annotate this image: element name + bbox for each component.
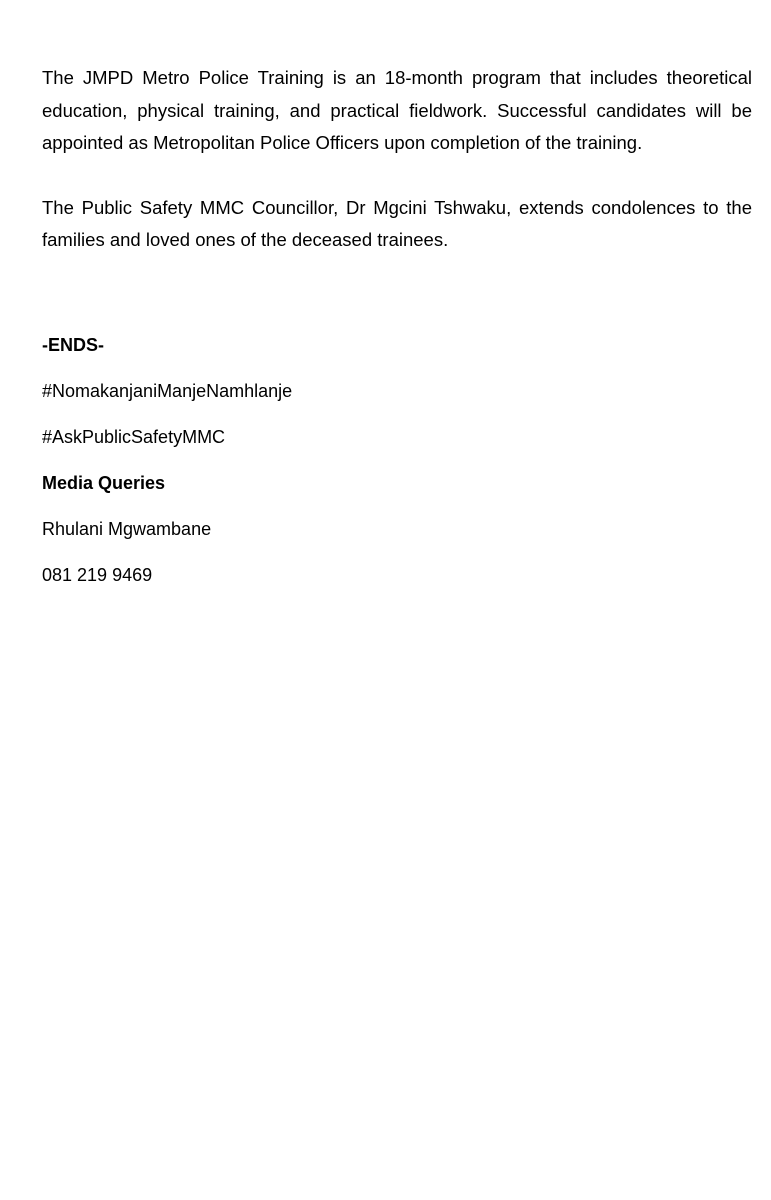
ends-marker: -ENDS-: [42, 334, 104, 355]
media-queries-heading: Media Queries: [42, 472, 166, 493]
hashtag-nomakanjani: #NomakanjaniManjeNamhlanje: [42, 380, 293, 401]
training-paragraph: The JMPD Metro Police Training is an 18-month program that includes theoretical education, physical training, and practical fieldwork. Successful candidates will be appointed as Metropolitan Police Officers upon completion of the training.: [42, 67, 752, 153]
media-contact-name: Rhulani Mgwambane: [42, 518, 212, 539]
hashtag-askpublicsafetymmc: #AskPublicSafetyMMC: [42, 426, 226, 447]
media-contact-phone: 081 219 9469: [42, 564, 153, 585]
condolences-paragraph: The Public Safety MMC Councillor, Dr Mgcini Tshwaku, extends condolences to the families and loved ones of the deceased trainees.: [42, 196, 752, 250]
press-release-page: [42, 62, 752, 587]
